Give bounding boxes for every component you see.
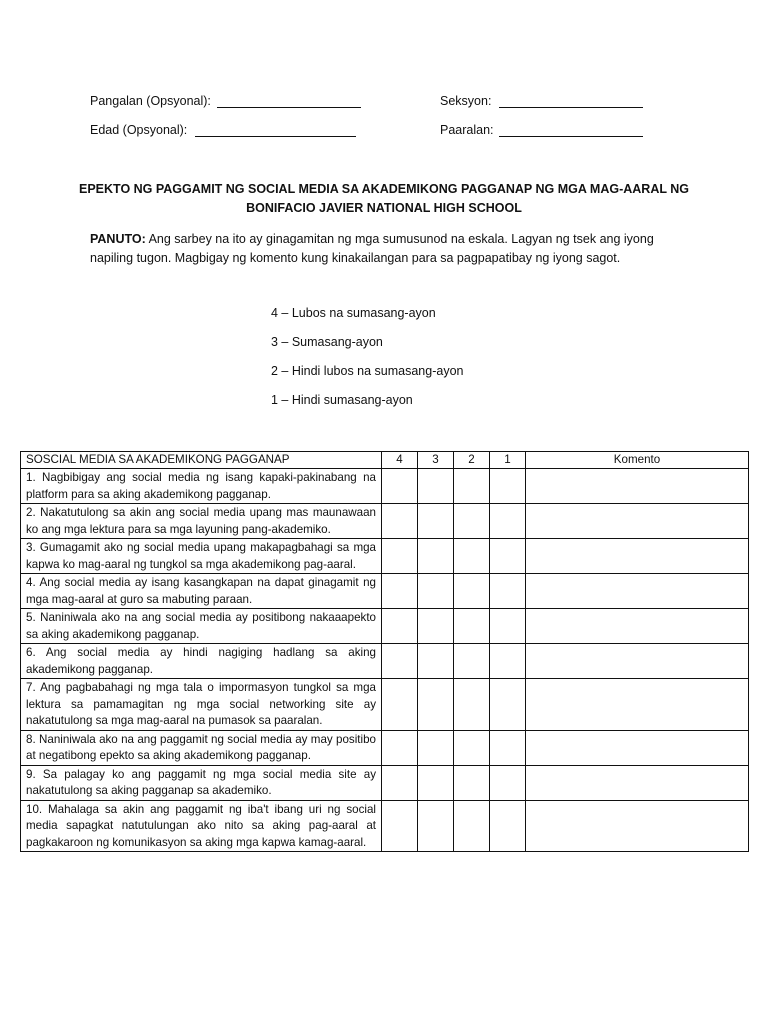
komento-cell[interactable] [526, 800, 749, 852]
pangalan-field[interactable] [217, 107, 361, 108]
header-3: 3 [418, 452, 454, 469]
scale-item-3: 3 – Sumasang-ayon [271, 335, 383, 349]
header-2: 2 [454, 452, 490, 469]
statement-cell: 10. Mahalaga sa akin ang paggamit ng iba't ibang uri ng social media sapagkat natutulungan ako nito sa aking pag-aaral at pagkakaroon ng komunikasyon sa aking mga kapwa kamag-aaral. [21, 800, 382, 852]
rating-cell-4[interactable] [382, 574, 418, 609]
rating-cell-4[interactable] [382, 504, 418, 539]
rating-cell-3[interactable] [418, 539, 454, 574]
komento-cell[interactable] [526, 765, 749, 800]
table-row [21, 504, 749, 539]
rating-cell-4[interactable] [382, 730, 418, 765]
komento-cell[interactable] [526, 679, 749, 731]
header-statement: SOSCIAL MEDIA SA AKADEMIKONG PAGGANAP [21, 452, 382, 469]
rating-cell-2[interactable] [454, 800, 490, 852]
seksyon-label: Seksyon: [440, 94, 492, 108]
table-row [21, 609, 749, 644]
statement-cell: 1. Nagbibigay ang social media ng isang kapaki-pakinabang na platform para sa aking akademikong pagganap. [21, 469, 382, 504]
header-komento: Komento [526, 452, 749, 469]
rating-cell-2[interactable] [454, 539, 490, 574]
rating-cell-4[interactable] [382, 539, 418, 574]
rating-cell-3[interactable] [418, 504, 454, 539]
rating-cell-1[interactable] [490, 644, 526, 679]
scale-item-1: 1 – Hindi sumasang-ayon [271, 393, 413, 407]
rating-cell-1[interactable] [490, 800, 526, 852]
scale-item-4: 4 – Lubos na sumasang-ayon [271, 306, 436, 320]
komento-cell[interactable] [526, 539, 749, 574]
edad-label: Edad (Opsyonal): [90, 123, 188, 137]
paaralan-label: Paaralan: [440, 123, 494, 137]
rating-cell-4[interactable] [382, 765, 418, 800]
rating-cell-1[interactable] [490, 539, 526, 574]
rating-cell-3[interactable] [418, 765, 454, 800]
table-row [21, 644, 749, 679]
table-row [21, 730, 749, 765]
header-4: 4 [382, 452, 418, 469]
rating-cell-4[interactable] [382, 679, 418, 731]
rating-cell-1[interactable] [490, 574, 526, 609]
pangalan-label: Pangalan (Opsyonal): [90, 94, 211, 108]
komento-cell[interactable] [526, 730, 749, 765]
survey-title [60, 180, 708, 218]
rating-cell-1[interactable] [490, 609, 526, 644]
komento-cell[interactable] [526, 574, 749, 609]
rating-cell-4[interactable] [382, 609, 418, 644]
statement-cell: 8. Naniniwala ako na ang paggamit ng social media ay may positibo at negatibong epekto sa aking akademikong pagganap. [21, 730, 382, 765]
rating-cell-2[interactable] [454, 469, 490, 504]
rating-cell-2[interactable] [454, 765, 490, 800]
rating-cell-1[interactable] [490, 730, 526, 765]
rating-cell-2[interactable] [454, 504, 490, 539]
rating-cell-2[interactable] [454, 679, 490, 731]
rating-cell-1[interactable] [490, 765, 526, 800]
rating-cell-4[interactable] [382, 800, 418, 852]
statement-cell: 4. Ang social media ay isang kasangkapan na dapat ginagamit ng mga mag-aaral at guro sa mabuting paraan. [21, 574, 382, 609]
table-header-row [21, 452, 749, 469]
rating-cell-1[interactable] [490, 504, 526, 539]
edad-field[interactable] [195, 136, 356, 137]
statement-cell: 9. Sa palagay ko ang paggamit ng mga social media site ay nakatutulong sa aking pagganap sa akademiko. [21, 765, 382, 800]
table-row [21, 574, 749, 609]
rating-cell-4[interactable] [382, 644, 418, 679]
rating-cell-1[interactable] [490, 679, 526, 731]
rating-cell-3[interactable] [418, 609, 454, 644]
seksyon-field[interactable] [499, 107, 643, 108]
rating-cell-3[interactable] [418, 469, 454, 504]
statement-cell: 6. Ang social media ay hindi nagiging hadlang sa aking akademikong pagganap. [21, 644, 382, 679]
rating-cell-2[interactable] [454, 574, 490, 609]
table-row [21, 800, 749, 852]
rating-cell-3[interactable] [418, 800, 454, 852]
komento-cell[interactable] [526, 504, 749, 539]
komento-cell[interactable] [526, 644, 749, 679]
rating-cell-2[interactable] [454, 730, 490, 765]
header-1: 1 [490, 452, 526, 469]
table-row [21, 539, 749, 574]
rating-cell-3[interactable] [418, 679, 454, 731]
statement-cell: 3. Gumagamit ako ng social media upang makapagbahagi sa mga kapwa ko mag-aaral ng tungkol sa mga akademikong pag-aaral. [21, 539, 382, 574]
rating-cell-3[interactable] [418, 644, 454, 679]
instructions [90, 230, 690, 268]
komento-cell[interactable] [526, 609, 749, 644]
survey-title-line2: BONIFACIO JAVIER NATIONAL HIGH SCHOOL [246, 201, 522, 215]
rating-cell-3[interactable] [418, 730, 454, 765]
statement-cell: 2. Nakatutulong sa akin ang social media upang mas maunawaan ko ang mga lektura para sa mga layuning pang-akademiko. [21, 504, 382, 539]
rating-cell-2[interactable] [454, 609, 490, 644]
scale-item-2: 2 – Hindi lubos na sumasang-ayon [271, 364, 464, 378]
instructions-text: Ang sarbey na ito ay ginagamitan ng mga sumusunod na eskala. Lagyan ng tsek ang iyong napiling tugon. Magbigay ng komento kung kinakailangan para sa pagpapatibay ng iyong sagot. [90, 232, 654, 265]
table-row [21, 469, 749, 504]
statement-cell: 7. Ang pagbabahagi ng mga tala o impormasyon tungkol sa mga lektura sa pamamagitan ng mga social networking site ay nakatutulong sa mga mag-aaral na pumasok sa paaralan. [21, 679, 382, 731]
table-row [21, 765, 749, 800]
komento-cell[interactable] [526, 469, 749, 504]
table-row [21, 679, 749, 731]
rating-cell-1[interactable] [490, 469, 526, 504]
rating-cell-3[interactable] [418, 574, 454, 609]
statement-cell: 5. Naniniwala ako na ang social media ay positibong nakaaapekto sa aking akademikong pagganap. [21, 609, 382, 644]
rating-cell-2[interactable] [454, 644, 490, 679]
survey-title-line1: EPEKTO NG PAGGAMIT NG SOCIAL MEDIA SA AKADEMIKONG PAGGANAP NG MGA MAG-AARAL NG [79, 182, 689, 196]
rating-cell-4[interactable] [382, 469, 418, 504]
paaralan-field[interactable] [499, 136, 643, 137]
instructions-label: PANUTO: [90, 232, 146, 246]
survey-table [20, 451, 749, 852]
